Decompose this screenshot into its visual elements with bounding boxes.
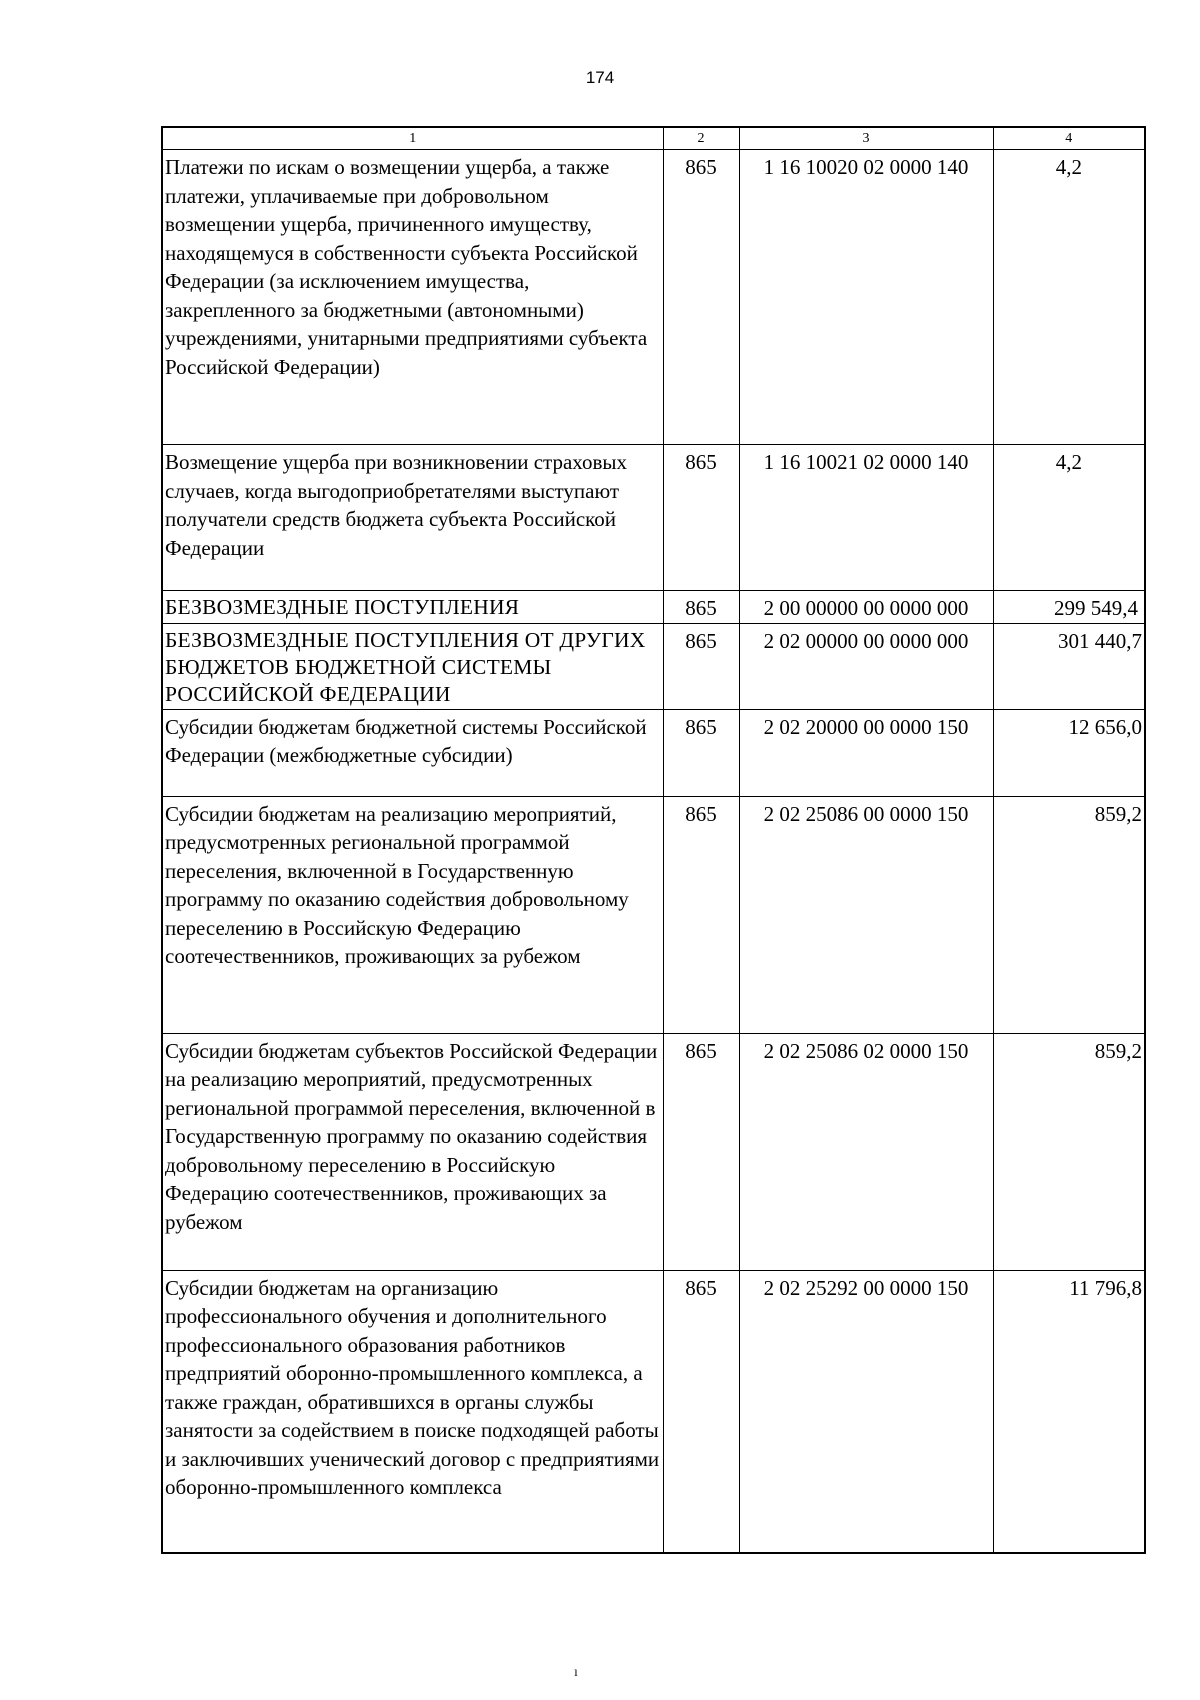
row-amount: 859,2 bbox=[993, 796, 1145, 1033]
row-budget-code: 2 02 25086 00 0000 150 bbox=[739, 796, 993, 1033]
page-number: 174 bbox=[585, 68, 615, 87]
row-amount: 301 440,7 bbox=[993, 623, 1145, 709]
row-budget-code: 1 16 10021 02 0000 140 bbox=[739, 445, 993, 591]
scan-mark: ı bbox=[574, 1665, 578, 1680]
row-admin-code: 865 bbox=[663, 1270, 739, 1553]
row-description: Субсидии бюджетам бюджетной системы Российской Федерации (межбюджетные субсидии) bbox=[162, 709, 663, 796]
row-budget-code: 2 00 00000 00 0000 000 bbox=[739, 591, 993, 624]
row-admin-code: 865 bbox=[663, 623, 739, 709]
row-description: Субсидии бюджетам на организацию профессионального обучения и дополнительного профессионального образования работников предприятий оборонно-промышленного комплекса, а также граждан, обратившихся в органы службы занятости за содействием в поиске подходящей работы и заключивших ученический договор с предприятиями оборонно-промышленного комплекса bbox=[162, 1270, 663, 1553]
row-admin-code: 865 bbox=[663, 445, 739, 591]
row-amount: 4,2 bbox=[993, 150, 1145, 445]
row-description: БЕЗВОЗМЕЗДНЫЕ ПОСТУПЛЕНИЯ ОТ ДРУГИХ БЮДЖЕТОВ БЮДЖЕТНОЙ СИСТЕМЫ РОССИЙСКОЙ ФЕДЕРАЦИИ bbox=[162, 623, 663, 709]
row-description: Субсидии бюджетам на реализацию мероприятий, предусмотренных региональной программой переселения, включенной в Государственную программу по оказанию содействия добровольному переселению в Российскую Федерацию соотечественников, проживающих за рубежом bbox=[162, 796, 663, 1033]
row-admin-code: 865 bbox=[663, 709, 739, 796]
column-header-4: 4 bbox=[993, 127, 1145, 150]
row-admin-code: 865 bbox=[663, 796, 739, 1033]
row-description: БЕЗВОЗМЕЗДНЫЕ ПОСТУПЛЕНИЯ bbox=[162, 591, 663, 624]
row-budget-code: 2 02 00000 00 0000 000 bbox=[739, 623, 993, 709]
row-description: Платежи по искам о возмещении ущерба, а также платежи, уплачиваемые при добровольном возмещении ущерба, причиненного имуществу, находящемуся в собственности субъекта Российской Федерации (за исключением имущества, закрепленного за бюджетными (автономными) учреждениями, унитарными предприятиями субъекта Российской Федерации) bbox=[162, 150, 663, 445]
row-admin-code: 865 bbox=[663, 591, 739, 624]
table-row bbox=[162, 1033, 1145, 1270]
row-amount: 299 549,4 bbox=[993, 591, 1145, 624]
row-admin-code: 865 bbox=[663, 1033, 739, 1270]
row-amount: 4,2 bbox=[993, 445, 1145, 591]
row-amount: 11 796,8 bbox=[993, 1270, 1145, 1553]
row-budget-code: 1 16 10020 02 0000 140 bbox=[739, 150, 993, 445]
column-header-1: 1 bbox=[162, 127, 663, 150]
revenue-table bbox=[161, 126, 1146, 1554]
table-row bbox=[162, 1270, 1145, 1553]
table-row bbox=[162, 150, 1145, 445]
row-budget-code: 2 02 25292 00 0000 150 bbox=[739, 1270, 993, 1553]
row-amount: 12 656,0 bbox=[993, 709, 1145, 796]
row-budget-code: 2 02 25086 02 0000 150 bbox=[739, 1033, 993, 1270]
row-description: Возмещение ущерба при возникновении страховых случаев, когда выгодоприобретателями выступают получатели средств бюджета субъекта Российской Федерации bbox=[162, 445, 663, 591]
table-row bbox=[162, 623, 1145, 709]
table-row bbox=[162, 796, 1145, 1033]
table-row bbox=[162, 709, 1145, 796]
row-amount: 859,2 bbox=[993, 1033, 1145, 1270]
row-admin-code: 865 bbox=[663, 150, 739, 445]
header-row bbox=[162, 127, 1145, 150]
table-row bbox=[162, 445, 1145, 591]
row-description: Субсидии бюджетам субъектов Российской Федерации на реализацию мероприятий, предусмотренных региональной программой переселения, включенной в Государственную программу по оказанию содействия добровольному переселению в Российскую Федерацию соотечественников, проживающих за рубежом bbox=[162, 1033, 663, 1270]
table-row bbox=[162, 591, 1145, 624]
column-header-2: 2 bbox=[663, 127, 739, 150]
row-budget-code: 2 02 20000 00 0000 150 bbox=[739, 709, 993, 796]
column-header-3: 3 bbox=[739, 127, 993, 150]
